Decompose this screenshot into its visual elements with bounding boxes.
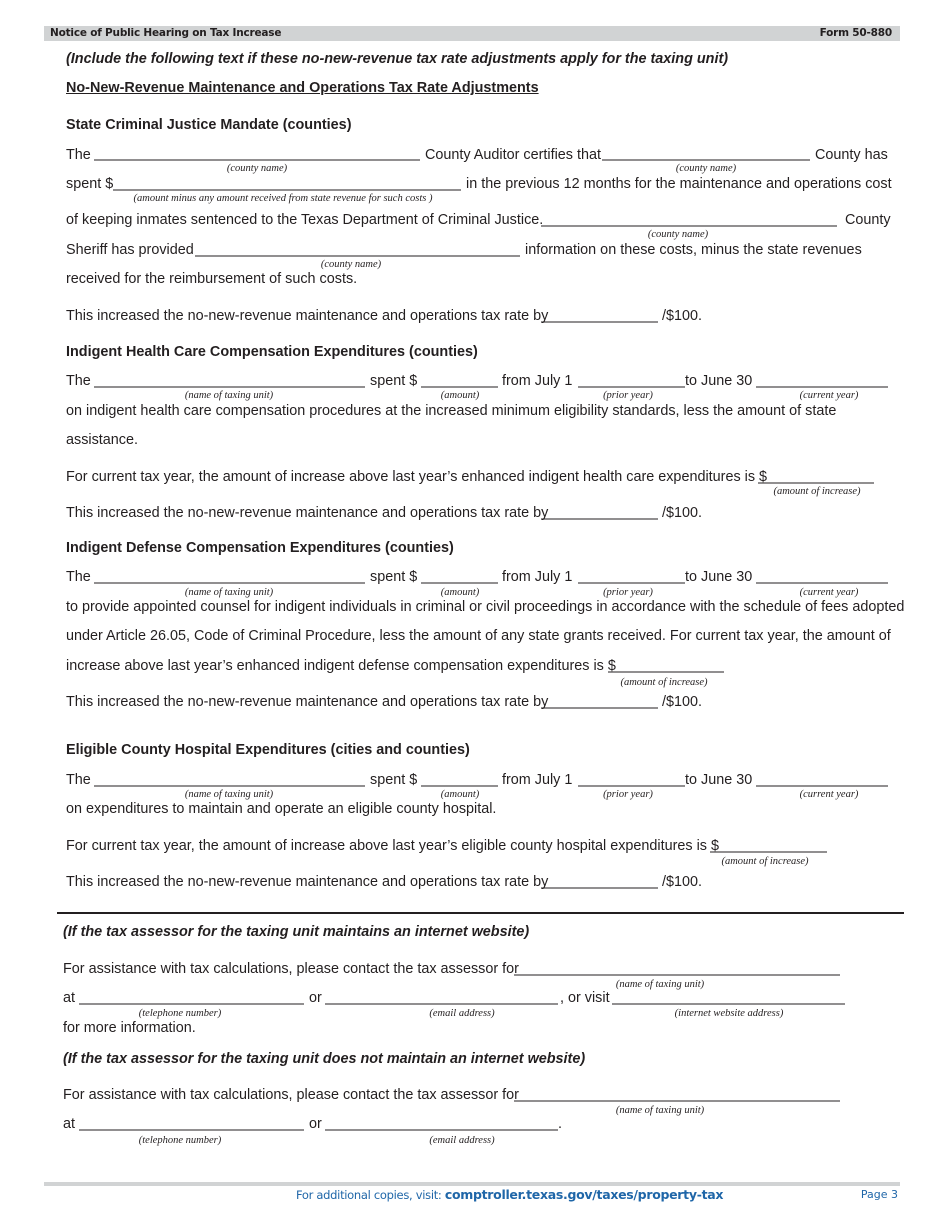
rate-line-prefix: This increased the no-new-revenue maintenance and operations tax rate by: [66, 505, 549, 521]
caption-email: (email address): [429, 1135, 495, 1146]
caption-county-name: (county name): [647, 229, 709, 240]
form-header-title: Notice of Public Hearing on Tax Increase: [50, 27, 282, 39]
caption-telephone: (telephone number): [138, 1135, 222, 1146]
caption-current-year: (current year): [799, 587, 859, 598]
caption-current-year: (current year): [799, 390, 859, 401]
word-at: at: [63, 1116, 76, 1132]
footer-copies: [296, 1187, 723, 1202]
spent-text: spent $: [370, 569, 418, 585]
spent-text: spent $: [370, 772, 418, 788]
word-or: or: [309, 1116, 322, 1132]
website-heading: (If the tax assessor for the taxing unit maintains an internet website): [63, 924, 530, 940]
reimbursement-text: received for the reimbursement of such costs.: [66, 271, 358, 287]
caption-prior-year: (prior year): [603, 587, 653, 598]
rate-line-suffix: /$100.: [662, 694, 703, 710]
auditor-certifies-text: County Auditor certifies that: [425, 147, 601, 163]
footer-url-link[interactable]: comptroller.texas.gov/taxes/property-tax: [444, 1187, 724, 1202]
information-text: information on these costs, minus the state revenues: [525, 242, 862, 258]
rate-line-prefix: This increased the no-new-revenue maintenance and operations tax rate by: [66, 874, 549, 890]
caption-current-year: (current year): [799, 789, 859, 800]
word-or: or: [309, 990, 322, 1006]
caption-taxing-unit: (name of taxing unit): [184, 789, 274, 800]
indigent-defense-line4: increase above last year’s enhanced indigent defense compensation expenditures is $: [66, 658, 616, 674]
indigent-health-line3: assistance.: [66, 432, 138, 448]
hospital-increase-text: For current tax year, the amount of increase above last year’s eligible county hospital expenditures is $: [66, 838, 720, 854]
hospital-line2: on expenditures to maintain and operate an eligible county hospital.: [66, 801, 497, 817]
period-mark: .: [558, 1116, 562, 1132]
to-june-text: to June 30: [685, 373, 753, 389]
form-number: Form 50-880: [819, 27, 892, 39]
word-the: The: [66, 569, 91, 585]
caption-amount-minus: (amount minus any amount received from state revenue for such costs ): [133, 193, 433, 204]
caption-email: (email address): [429, 1008, 495, 1019]
word-the: The: [66, 147, 91, 163]
previous-12-months-text: in the previous 12 months for the maintenance and operations cost: [466, 176, 892, 192]
footer-prefix: For additional copies, visit:: [296, 1188, 445, 1202]
caption-telephone: (telephone number): [138, 1008, 222, 1019]
caption-prior-year: (prior year): [603, 789, 653, 800]
indigent-health-increase-text: For current tax year, the amount of increase above last year’s enhanced indigent health care expenditures is $: [66, 469, 768, 485]
or-visit-text: , or visit: [560, 990, 610, 1006]
more-info-text: for more information.: [63, 1020, 196, 1036]
website-assist-text: For assistance with tax calculations, please contact the tax assessor for: [63, 961, 519, 977]
caption-taxing-unit: (name of taxing unit): [184, 587, 274, 598]
caption-taxing-unit: (name of taxing unit): [615, 979, 705, 990]
caption-taxing-unit: (name of taxing unit): [615, 1105, 705, 1116]
rate-line-suffix: /$100.: [662, 874, 703, 890]
word-the: The: [66, 373, 91, 389]
from-july-text: from July 1: [502, 772, 573, 788]
rate-line-suffix: /$100.: [662, 505, 703, 521]
spent-text: spent $: [370, 373, 418, 389]
caption-county-name: (county name): [226, 163, 288, 174]
county-text: County: [845, 212, 891, 228]
keeping-inmates-text: of keeping inmates sentenced to the Texas Department of Criminal Justice.: [66, 212, 544, 228]
caption-website: (internet website address): [674, 1008, 784, 1019]
footer-rule: [44, 1182, 900, 1186]
county-has-text: County has: [815, 147, 888, 163]
indigent-health-line2: on indigent health care compensation procedures at the increased minimum eligibility standards, less the amount of state: [66, 403, 837, 419]
caption-county-name: (county name): [320, 259, 382, 270]
indigent-health-heading: Indigent Health Care Compensation Expenditures (counties): [66, 344, 478, 360]
section-title: No-New-Revenue Maintenance and Operations Tax Rate Adjustments: [66, 80, 539, 96]
state-criminal-heading: State Criminal Justice Mandate (counties): [66, 117, 352, 133]
caption-taxing-unit: (name of taxing unit): [184, 390, 274, 401]
caption-amount: (amount): [440, 587, 480, 598]
word-the: The: [66, 772, 91, 788]
rate-line-prefix: This increased the no-new-revenue maintenance and operations tax rate by: [66, 308, 549, 324]
indigent-defense-line3: under Article 26.05, Code of Criminal Procedure, less the amount of any state grants received. For current tax year, the amount of: [66, 628, 891, 644]
page-number: Page 3: [860, 1188, 898, 1201]
spent-text: spent $: [66, 176, 114, 192]
section-divider: [57, 912, 904, 914]
caption-amount: (amount): [440, 789, 480, 800]
word-at: at: [63, 990, 76, 1006]
caption-county-name: (county name): [675, 163, 737, 174]
to-june-text: to June 30: [685, 772, 753, 788]
intro-note: (Include the following text if these no-new-revenue tax rate adjustments apply for the taxing unit): [66, 51, 729, 67]
caption-amount-of-increase: (amount of increase): [721, 856, 809, 867]
from-july-text: from July 1: [502, 373, 573, 389]
indigent-defense-heading: Indigent Defense Compensation Expenditures (counties): [66, 540, 454, 556]
no-website-assist-text: For assistance with tax calculations, please contact the tax assessor for: [63, 1087, 519, 1103]
no-website-heading: (If the tax assessor for the taxing unit does not maintain an internet website): [63, 1051, 586, 1067]
caption-amount-of-increase: (amount of increase): [620, 677, 708, 688]
rate-line-suffix: /$100.: [662, 308, 703, 324]
from-july-text: from July 1: [502, 569, 573, 585]
to-june-text: to June 30: [685, 569, 753, 585]
rate-line-prefix: This increased the no-new-revenue maintenance and operations tax rate by: [66, 694, 549, 710]
indigent-defense-line2: to provide appointed counsel for indigent individuals in criminal or civil proceedings in accordance with the schedule of fees adopted: [66, 599, 905, 615]
caption-amount: (amount): [440, 390, 480, 401]
caption-amount-of-increase: (amount of increase): [773, 486, 861, 497]
hospital-heading: Eligible County Hospital Expenditures (cities and counties): [66, 742, 470, 758]
caption-prior-year: (prior year): [603, 390, 653, 401]
sheriff-text: Sheriff has provided: [66, 242, 194, 258]
